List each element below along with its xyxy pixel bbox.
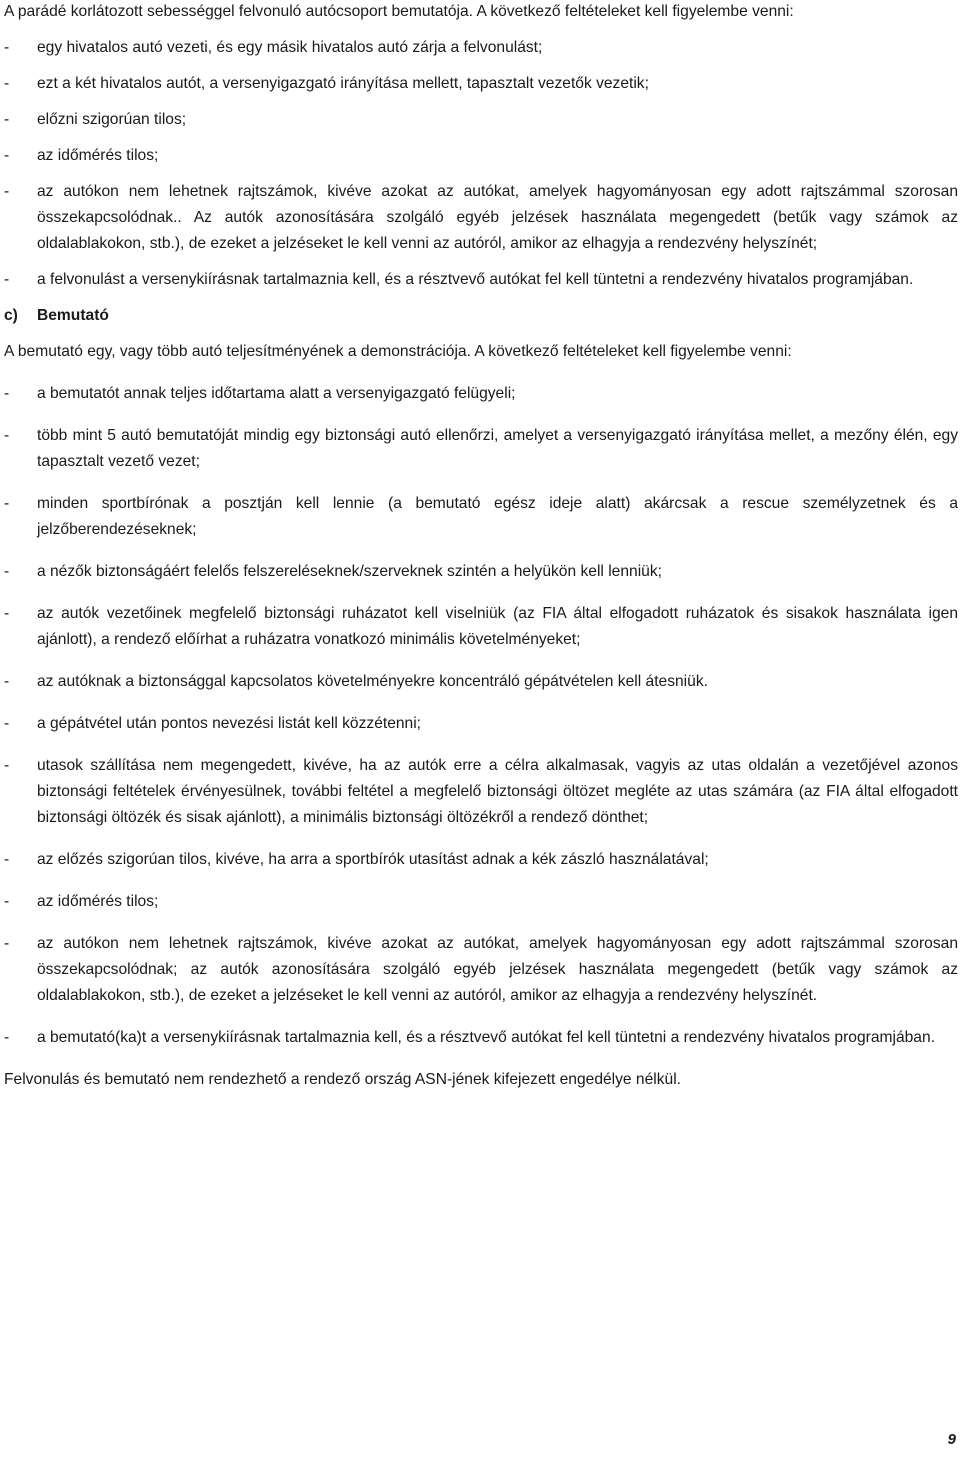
list-dash: - (4, 605, 10, 622)
list-item (4, 179, 958, 257)
list-item-text: az autókon nem lehetnek rajtszámok, kivéve azokat az autókat, amelyek hagyományosan egy adott rajtszámmal szorosan összekapcsolódnak.. Az autók azonosítására szolgáló egyéb jelzések használata megengedett (betűk vagy számok az oldalablakokon, stb.), de ezeket a jelzéseket le kell venni az autóról, amikor az elhagyja a rendezvény helyszínét; (37, 183, 958, 252)
list-item-text: a bemutató(ka)t a versenykiírásnak tartalmaznia kell, és a résztvevő autókat fel kell tüntetni a rendezvény hivatalos programjában. (37, 1029, 935, 1046)
page-number: 9 (947, 1431, 956, 1448)
list-item (4, 889, 958, 915)
list-item (4, 143, 958, 169)
list-item-text: a gépátvétel után pontos nevezési listát kell közzétenni; (37, 715, 422, 732)
section-c-marker: c) (4, 307, 18, 324)
list-item (4, 423, 958, 475)
list-dash: - (4, 75, 10, 92)
list-dash: - (4, 893, 10, 910)
list-dash: - (4, 715, 10, 732)
list-item-text: utasok szállítása nem megengedett, kivéve, ha az autók erre a célra alkalmasak, vagyis az utas oldalán a vezetőjével azonos biztonsági feltételek érvényesülnek, további feltétel a megfelelő biztonsági öltözet megléte az utas számára (az FIA által elfogadott biztonsági öltözék és sisak ajánlott), a minimális biztonsági öltözékről a rendező dönthet; (37, 757, 958, 826)
section-c-title: Bemutató (37, 307, 109, 324)
list-item-text: több mint 5 autó bemutatóját mindig egy biztonsági autó ellenőrzi, amelyet a versenyigazgató irányítása mellet, a mezőny élén, egy tapasztalt vezető vezet; (37, 427, 958, 470)
list-item-text: a felvonulást a versenykiírásnak tartalmaznia kell, és a résztvevő autókat fel kell tüntetni a rendezvény hivatalos programjában. (37, 271, 914, 288)
list-dash: - (4, 935, 10, 952)
section-b-intro: A parádé korlátozott sebességgel felvonuló autócsoport bemutatója. A következő feltételeket kell figyelembe venni: (4, 3, 794, 20)
closing-statement: Felvonulás és bemutató nem rendezhető a rendező ország ASN-jének kifejezett engedélye nélkül. (4, 1071, 682, 1088)
list-item (4, 107, 958, 133)
list-item (4, 71, 958, 97)
list-item (4, 559, 958, 585)
list-dash: - (4, 147, 10, 164)
list-item-text: ezt a két hivatalos autót, a versenyigazgató irányítása mellett, tapasztalt vezetők vezetik; (37, 75, 649, 92)
list-item-text: az autók vezetőinek megfelelő biztonsági ruházatot kell viselniük (az FIA által elfogadott ruházatok és sisakok használata igen ajánlott), a rendező előírhat a ruházatra vonatkozó minimális követelményeket; (37, 605, 958, 648)
list-dash: - (4, 1029, 10, 1046)
list-item (4, 1025, 958, 1051)
list-dash: - (4, 757, 10, 774)
list-dash: - (4, 271, 10, 288)
list-item-text: az autókon nem lehetnek rajtszámok, kivéve azokat az autókat, amelyek hagyományosan egy adott rajtszámmal szorosan összekapcsolódnak; az autók azonosítására szolgáló egyéb jelzések használata megengedett (betűk vagy számok az oldalablakokon, stb.), de ezeket a jelzéseket le kell venni az autóról, amikor az elhagyja a rendezvény helyszínét. (37, 935, 958, 1004)
list-item (4, 381, 958, 407)
section-c-intro: A bemutató egy, vagy több autó teljesítményének a demonstrációja. A következő feltételeket kell figyelembe venni: (4, 343, 792, 360)
list-item (4, 35, 958, 61)
list-dash: - (4, 563, 10, 580)
list-item-text: az előzés szigorúan tilos, kivéve, ha arra a sportbírók utasítást adnak a kék zászló használatával; (37, 851, 709, 868)
section-b-list (4, 35, 958, 293)
list-item-text: a bemutatót annak teljes időtartama alatt a versenyigazgató felügyeli; (37, 385, 516, 402)
section-c-heading (4, 303, 958, 329)
list-item-text: előzni szigorúan tilos; (37, 111, 187, 128)
list-dash: - (4, 111, 10, 128)
list-item-text: az időmérés tilos; (37, 893, 159, 910)
section-c-list (4, 381, 958, 1051)
list-dash: - (4, 495, 10, 512)
list-item-text: az autóknak a biztonsággal kapcsolatos követelményekre koncentráló gépátvételen kell átesniük. (37, 673, 708, 690)
list-dash: - (4, 673, 10, 690)
list-item-text: minden sportbírónak a posztján kell lennie (a bemutató egész ideje alatt) akárcsak a rescue személyzetnek és a jelzőberendezéseknek; (37, 495, 958, 538)
list-dash: - (4, 183, 10, 200)
list-dash: - (4, 427, 10, 444)
list-item (4, 669, 958, 695)
list-item (4, 601, 958, 653)
list-dash: - (4, 385, 10, 402)
list-item (4, 491, 958, 543)
list-item-text: az időmérés tilos; (37, 147, 159, 164)
list-item (4, 267, 958, 293)
list-item (4, 847, 958, 873)
list-item-text: a nézők biztonságáért felelős felszereléseknek/szerveknek szintén a helyükön kell lenniük; (37, 563, 662, 580)
list-dash: - (4, 851, 10, 868)
list-item-text: egy hivatalos autó vezeti, és egy másik hivatalos autó zárja a felvonulást; (37, 39, 543, 56)
document-page (4, 0, 958, 1093)
list-item (4, 711, 958, 737)
list-dash: - (4, 39, 10, 56)
list-item (4, 931, 958, 1009)
list-item (4, 753, 958, 831)
